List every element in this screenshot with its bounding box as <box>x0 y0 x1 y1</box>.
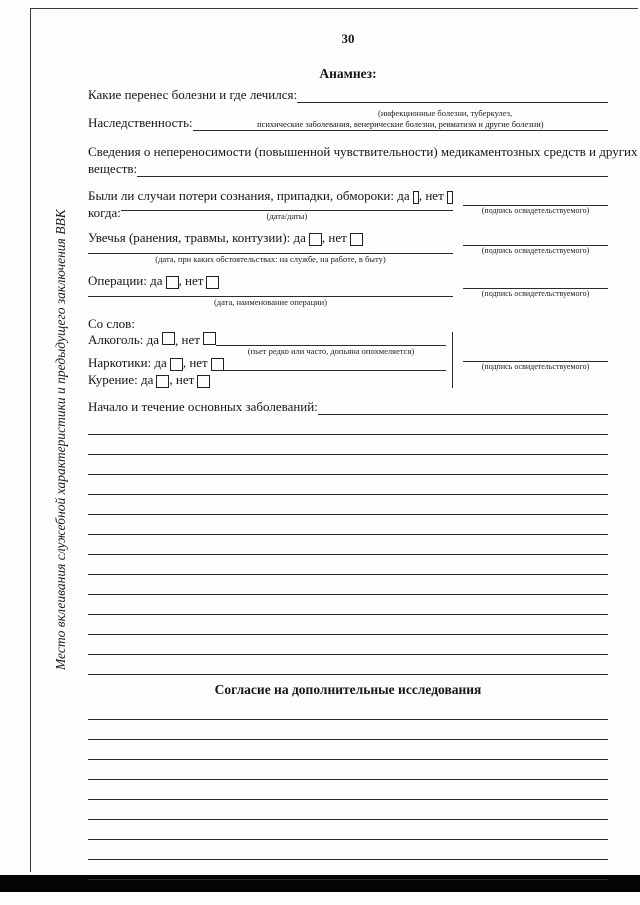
smoking-no-label: нет <box>175 372 195 387</box>
diseases-hint-row <box>88 103 608 118</box>
operations-hint: (дата, наименование операции) <box>213 297 328 307</box>
injuries-signature-line[interactable] <box>463 233 608 246</box>
heredity-label: Наследственность: <box>88 115 193 130</box>
drugs-yes-label: да <box>154 355 167 370</box>
alcohol-hint: (пьет редко или часто, допьяна опохмеляется) <box>247 346 415 356</box>
alcohol-yes-label: да <box>146 332 160 347</box>
blank-write-line[interactable] <box>88 475 608 495</box>
course-write-area <box>88 415 608 675</box>
blank-write-line[interactable] <box>88 615 608 635</box>
blank-write-line[interactable] <box>88 820 608 840</box>
heredity-hint: психические заболевания, венерические болезни, ревматизм и другие болезни) <box>257 119 544 129</box>
margin-note: Место вклеивания служебной характеристики и предыдущего заключения ВВК <box>53 209 68 671</box>
blank-write-line[interactable] <box>88 860 608 880</box>
operations-signature-block <box>463 276 608 299</box>
course-label: Начало и течение основных заболеваний: <box>88 399 318 414</box>
injuries-section <box>88 229 608 264</box>
drugs-label: Наркотики: <box>88 355 152 370</box>
fainting-section <box>88 187 608 221</box>
consent-title: Согласие на дополнительные исследования <box>214 682 482 697</box>
smoking-label: Курение: <box>88 372 138 387</box>
blank-write-line[interactable] <box>88 740 608 760</box>
injuries-signature-hint: (подпись освидетельствуемого) <box>481 246 590 255</box>
alcohol-yes-checkbox[interactable] <box>162 332 175 345</box>
fainting-yes-label: да <box>397 188 410 203</box>
injuries-yes-checkbox[interactable] <box>309 233 322 246</box>
from-words-label: Со слов: <box>88 316 135 331</box>
habits-signature-block <box>463 349 608 372</box>
diseases-hint: (инфекционные болезни, туберкулез, <box>378 108 513 118</box>
diseases-write-line[interactable] <box>297 88 608 103</box>
injuries-detail <box>88 246 453 264</box>
operations-row: Операции: да , нет <box>88 272 453 289</box>
alcohol-write-line[interactable] <box>216 332 446 346</box>
page-number: 30 <box>341 31 355 46</box>
injuries-write-line[interactable] <box>88 246 453 254</box>
blank-write-line[interactable] <box>88 575 608 595</box>
fainting-label: Были ли случаи потери сознания, припадки, обмороки: <box>88 188 394 203</box>
form-content <box>88 0 638 880</box>
fainting-signature-block <box>463 193 608 216</box>
operations-label: Операции: <box>88 273 147 288</box>
injuries-no-label: нет <box>328 230 347 245</box>
habits-block <box>88 332 608 388</box>
from-words-row <box>88 315 608 332</box>
blank-write-line[interactable] <box>88 760 608 780</box>
drugs-yes-checkbox[interactable] <box>170 358 183 371</box>
heredity-write-line[interactable] <box>193 116 608 131</box>
when-hint: (дата/даты) <box>266 211 308 221</box>
alcohol-no-label: нет <box>181 332 200 347</box>
injuries-yes-label: да <box>293 230 306 245</box>
drugs-no-label: нет <box>189 355 208 370</box>
smoking-no-checkbox[interactable] <box>197 375 210 388</box>
alcohol-row: Алкоголь: да , нет (пьет редко или часто, допьяна опохмеляется) <box>88 332 446 354</box>
intolerance-row-2 <box>88 160 608 177</box>
intolerance-label-1: Сведения о непереносимости (повышенной чувствительности) медикаментозных средств и других <box>88 144 638 159</box>
course-row <box>88 398 608 415</box>
blank-write-line[interactable] <box>88 720 608 740</box>
smoking-yes-checkbox[interactable] <box>156 375 169 388</box>
intolerance-row-1 <box>88 143 638 160</box>
habits-signature-line[interactable] <box>463 349 608 362</box>
consent-write-area <box>88 700 608 880</box>
operations-section <box>88 272 608 307</box>
operations-yes-checkbox[interactable] <box>166 276 179 289</box>
when-row <box>88 204 453 221</box>
blank-write-line[interactable] <box>88 840 608 860</box>
smoking-yes-label: да <box>141 372 154 387</box>
blank-write-line[interactable] <box>88 535 608 555</box>
from-words-section <box>88 315 608 388</box>
intolerance-label-2: веществ: <box>88 161 138 176</box>
alcohol-no-checkbox[interactable] <box>203 332 216 345</box>
operations-no-checkbox[interactable] <box>206 276 219 289</box>
alcohol-label: Алкоголь: <box>88 332 144 347</box>
habits-signature-hint: (подпись освидетельствуемого) <box>481 361 590 371</box>
diseases-label: Какие перенес болезни и где лечился: <box>88 87 298 102</box>
fainting-signature-hint: (подпись освидетельствуемого) <box>481 206 590 215</box>
blank-write-line[interactable] <box>88 635 608 655</box>
drugs-write-line[interactable] <box>224 357 446 371</box>
intolerance-write-line[interactable] <box>137 162 608 177</box>
blank-write-line[interactable] <box>88 780 608 800</box>
injuries-label: Увечья (ранения, травмы, контузии): <box>88 230 291 245</box>
heredity-row <box>88 114 608 131</box>
injuries-signature-block <box>463 233 608 256</box>
fainting-row: Были ли случаи потери сознания, припадки, обмороки: да , нет <box>88 187 453 204</box>
when-write-line[interactable] <box>121 197 453 211</box>
injuries-no-checkbox[interactable] <box>350 233 363 246</box>
operations-signature-hint: (подпись освидетельствуемого) <box>481 289 590 298</box>
blank-write-line[interactable] <box>88 655 608 675</box>
blank-write-line[interactable] <box>88 700 608 720</box>
diseases-row <box>88 86 608 103</box>
anamnesis-title: Анамнез: <box>319 66 377 81</box>
blank-write-line[interactable] <box>88 515 608 535</box>
page-frame-left-line <box>30 8 31 872</box>
drugs-row: Наркотики: да , нет <box>88 354 446 371</box>
blank-write-line[interactable] <box>88 555 608 575</box>
blank-write-line[interactable] <box>88 455 608 475</box>
blank-write-line[interactable] <box>88 595 608 615</box>
blank-write-line[interactable] <box>88 435 608 455</box>
when-label: когда: <box>88 205 121 220</box>
fainting-signature-line[interactable] <box>463 193 608 206</box>
injuries-hint: (дата, при каких обстоятельствах: на службе, на работе, в быту) <box>155 254 386 264</box>
injuries-row: Увечья (ранения, травмы, контузии): да , нет <box>88 229 453 246</box>
blank-write-line[interactable] <box>88 495 608 515</box>
operations-signature-line[interactable] <box>463 276 608 289</box>
operations-yes-label: да <box>150 273 163 288</box>
operations-detail <box>88 289 453 307</box>
course-write-line[interactable] <box>318 400 608 415</box>
fainting-no-label: нет <box>425 188 444 203</box>
smoking-row: Курение: да , нет <box>88 371 446 388</box>
operations-write-line[interactable] <box>88 289 453 297</box>
drugs-no-checkbox[interactable] <box>211 358 224 371</box>
operations-no-label: нет <box>185 273 204 288</box>
blank-write-line[interactable] <box>88 415 608 435</box>
blank-write-line[interactable] <box>88 800 608 820</box>
